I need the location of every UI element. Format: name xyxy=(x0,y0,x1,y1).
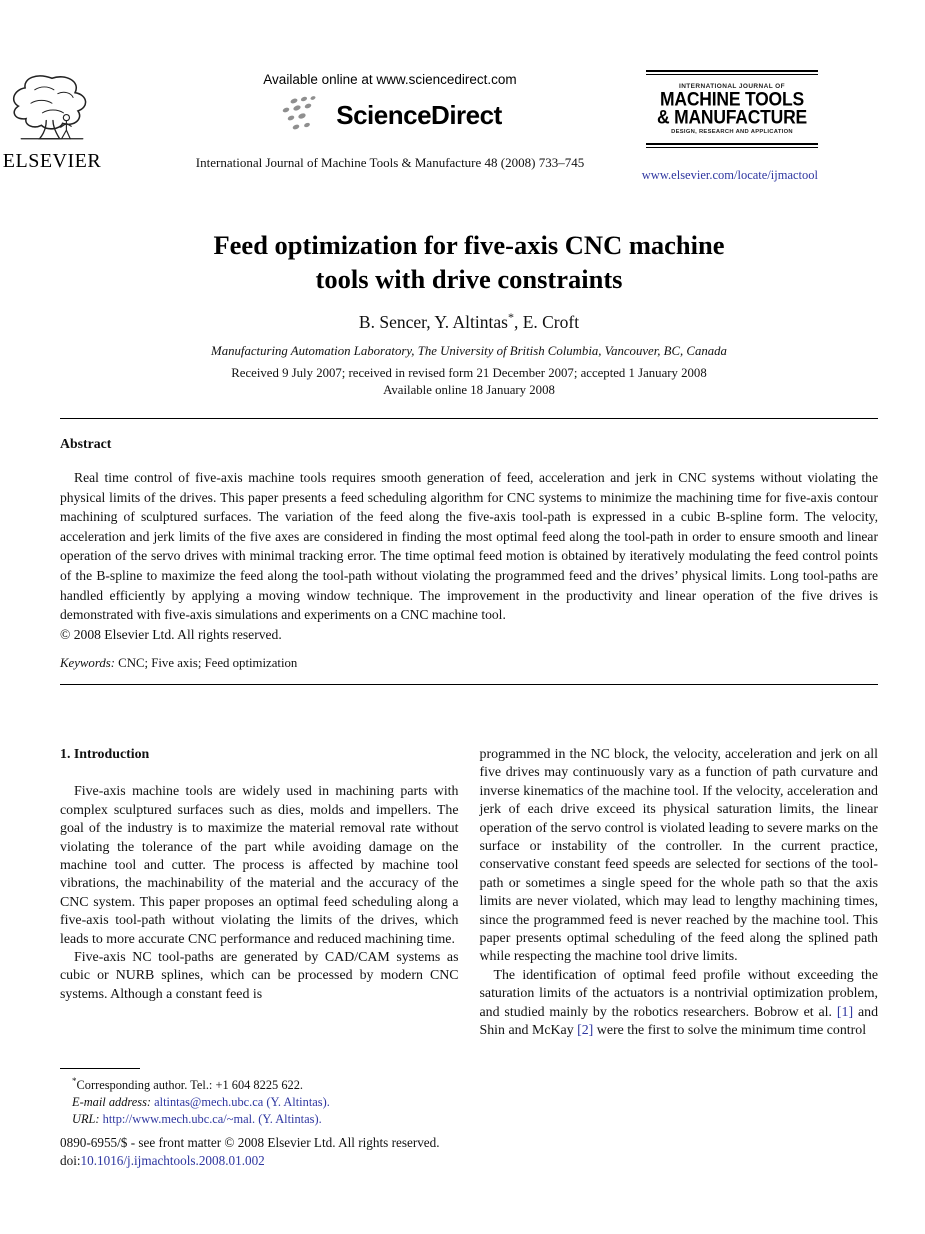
authors-line xyxy=(60,310,878,333)
article-title xyxy=(60,228,878,296)
header-center xyxy=(190,72,590,171)
authors-names: B. Sencer, Y. Altintas xyxy=(358,311,508,332)
journal-box-line2: MACHINE TOOLS xyxy=(660,87,804,110)
url-label: URL: xyxy=(72,1112,100,1127)
abstract-body xyxy=(60,468,878,644)
journal-cover-box xyxy=(646,70,818,148)
body-columns xyxy=(60,746,878,1128)
elsevier-tree-icon xyxy=(4,70,100,148)
url-link[interactable]: http://www.mech.ubc.ca/~mal. (Y. Altintas). xyxy=(99,1112,322,1127)
available-online-text: Available online at www.sciencedirect.com xyxy=(263,72,517,87)
title-line1: Feed optimization for five-axis CNC machine xyxy=(213,230,725,260)
elsevier-logo xyxy=(2,70,102,173)
page-header xyxy=(0,0,818,200)
title-line2: tools with drive constraints xyxy=(315,264,623,294)
bottom-imprint xyxy=(60,1134,560,1170)
keywords-text: CNC; Five axis; Feed optimization xyxy=(114,656,298,670)
keywords-line xyxy=(60,656,878,671)
elsevier-wordmark: ELSEVIER xyxy=(2,150,102,172)
corresponding-author-asterisk: * xyxy=(507,310,514,324)
paragraph-text: The identification of optimal feed profile without exceeding the saturation limits of the actuators is a nontrivial optimization problem, and studied mainly by the robotics researchers. Bobrow et al. xyxy=(479,967,878,1020)
abstract-bottom-rule xyxy=(60,684,878,685)
footnote-corresponding-text: Corresponding author. Tel.: +1 604 8225 622. xyxy=(76,1078,303,1093)
right-column xyxy=(480,746,879,1128)
journal-box-line1: INTERNATIONAL JOURNAL OF xyxy=(678,83,786,90)
authors-names-rest: , E. Croft xyxy=(513,311,580,332)
available-online-date: Available online 18 January 2008 xyxy=(383,383,555,397)
doi-link[interactable]: 10.1016/j.ijmachtools.2008.01.002 xyxy=(80,1153,265,1168)
issn-line: 0890-6955/$ - see front matter © 2008 Elsevier Ltd. All rights reserved. xyxy=(60,1135,440,1150)
footnote-block xyxy=(60,1068,459,1128)
keywords-label: Keywords: xyxy=(60,656,115,670)
footnote-corresponding xyxy=(60,1073,459,1094)
journal-box-bottom-rule xyxy=(646,143,818,148)
abstract-text: Real time control of five-axis machine tools requires smooth generation of feed, acceleration and jerk in CNC systems without violating the physical limits of the drives. This paper presents a feed scheduling algorithm for CNC systems to minimize the machining time for five-axis contour machining of sculptured surfaces. The variation of the feed along the five-axis tool-path is expressed in a cubic B-spline form. The velocity, acceleration and jerk limits of the five axes are considered in finding the most optimal feed along the tool-path in order to ensure smooth and linear operation of the servo drives with minimal tracking error. The time optimal feed motion is obtained by iteratively modulating the feed control points of the B-spline to maximize the feed along the tool-path without violating the programmed feed and the drives’ physical limits. Long tool-paths are handled efficiently by applying a moving window technique. The improvement in the productivity and linear operation of the five drives is demonstrated with five-axis simulations and experiments on a CNC machine tool. xyxy=(60,470,878,623)
email-label: E-mail address: xyxy=(72,1095,152,1110)
journal-url-link[interactable]: www.elsevier.com/locate/ijmactool xyxy=(641,168,818,182)
doi-line xyxy=(60,1152,560,1170)
left-column xyxy=(60,746,459,1128)
footnote-email xyxy=(60,1094,459,1111)
journal-box-line4: DESIGN, RESEARCH AND APPLICATION xyxy=(671,128,793,135)
journal-box-line3: & MANUFACTURE xyxy=(656,106,808,129)
section-heading-introduction: 1. Introduction xyxy=(60,747,150,762)
intro-paragraph-2: Five-axis NC tool-paths are generated by CAD/CAM systems as cubic or NURB splines, which can be processed by modern CNC systems. Although a constant feed is xyxy=(60,950,459,1002)
email-link[interactable]: altintas@mech.ubc.ca (Y. Altintas). xyxy=(151,1095,330,1110)
abstract-top-rule xyxy=(60,418,878,419)
paragraph-text: and Shin and McKay xyxy=(479,1004,879,1039)
sciencedirect-wordmark: ScienceDirect xyxy=(336,99,502,130)
sciencedirect-logo xyxy=(190,95,590,135)
journal-box-top-rule xyxy=(646,70,818,75)
received-dates-line: Received 9 July 2007; received in revised form 21 December 2007; accepted 1 January 2008 xyxy=(231,366,707,380)
doi-label: doi: xyxy=(60,1153,81,1168)
affiliation-line: Manufacturing Automation Laboratory, The University of British Columbia, Vancouver, BC, Canada xyxy=(211,344,727,358)
abstract-heading: Abstract xyxy=(60,436,112,451)
citation-ref-1[interactable]: [1] xyxy=(836,1004,854,1020)
abstract-copyright: © 2008 Elsevier Ltd. All rights reserved. xyxy=(60,626,282,642)
citation-ref-2[interactable]: [2] xyxy=(577,1023,594,1039)
intro-paragraph-4 xyxy=(480,967,879,1041)
footnote-url xyxy=(60,1111,459,1128)
footnote-rule xyxy=(60,1068,140,1069)
sciencedirect-dots-icon xyxy=(278,95,330,135)
intro-paragraph-1: Five-axis machine tools are widely used in machining parts with complex sculptured surfaces such as dies, molds and impellers. The goal of the industry is to maximize the material removal rate without violating the tolerance of the part while avoiding damage on the machine tool and cutter. The process is affected by machine tool vibrations, the machinability of the material and the accuracy of the CNC system. This paper proposes an optimal feed scheduling along a five-axis tool-path without violating the limits of the drives, which leads to more accurate CNC performance and reduced machining time. xyxy=(60,784,459,947)
footnote-asterisk: * xyxy=(72,1076,77,1087)
intro-paragraph-3: programmed in the NC block, the velocity, acceleration and jerk on all five drives may continuously vary as a function of path curvature and inverse kinematics of the machine tool. If the velocity, acceleration and jerk of each drive exceed its physical saturation limits, the linear operation of the servo control is violated leading to severe marks on the surface or instability of the controller. In the current practice, conservative constant feed speeds are selected for sections of the tool-path or sometimes a single speed for the whole path so that the axis limits are never violated, which may lead to lengthy machining times, since the programmed feed is never reached by the machine tool. This paper presents optimal scheduling of the feed along the splined path while respecting the machine tool drive limits. xyxy=(479,747,878,965)
paragraph-text: were the first to solve the minimum time control xyxy=(593,1023,867,1039)
journal-citation: International Journal of Machine Tools & Manufacture 48 (2008) 733–745 xyxy=(195,155,585,170)
